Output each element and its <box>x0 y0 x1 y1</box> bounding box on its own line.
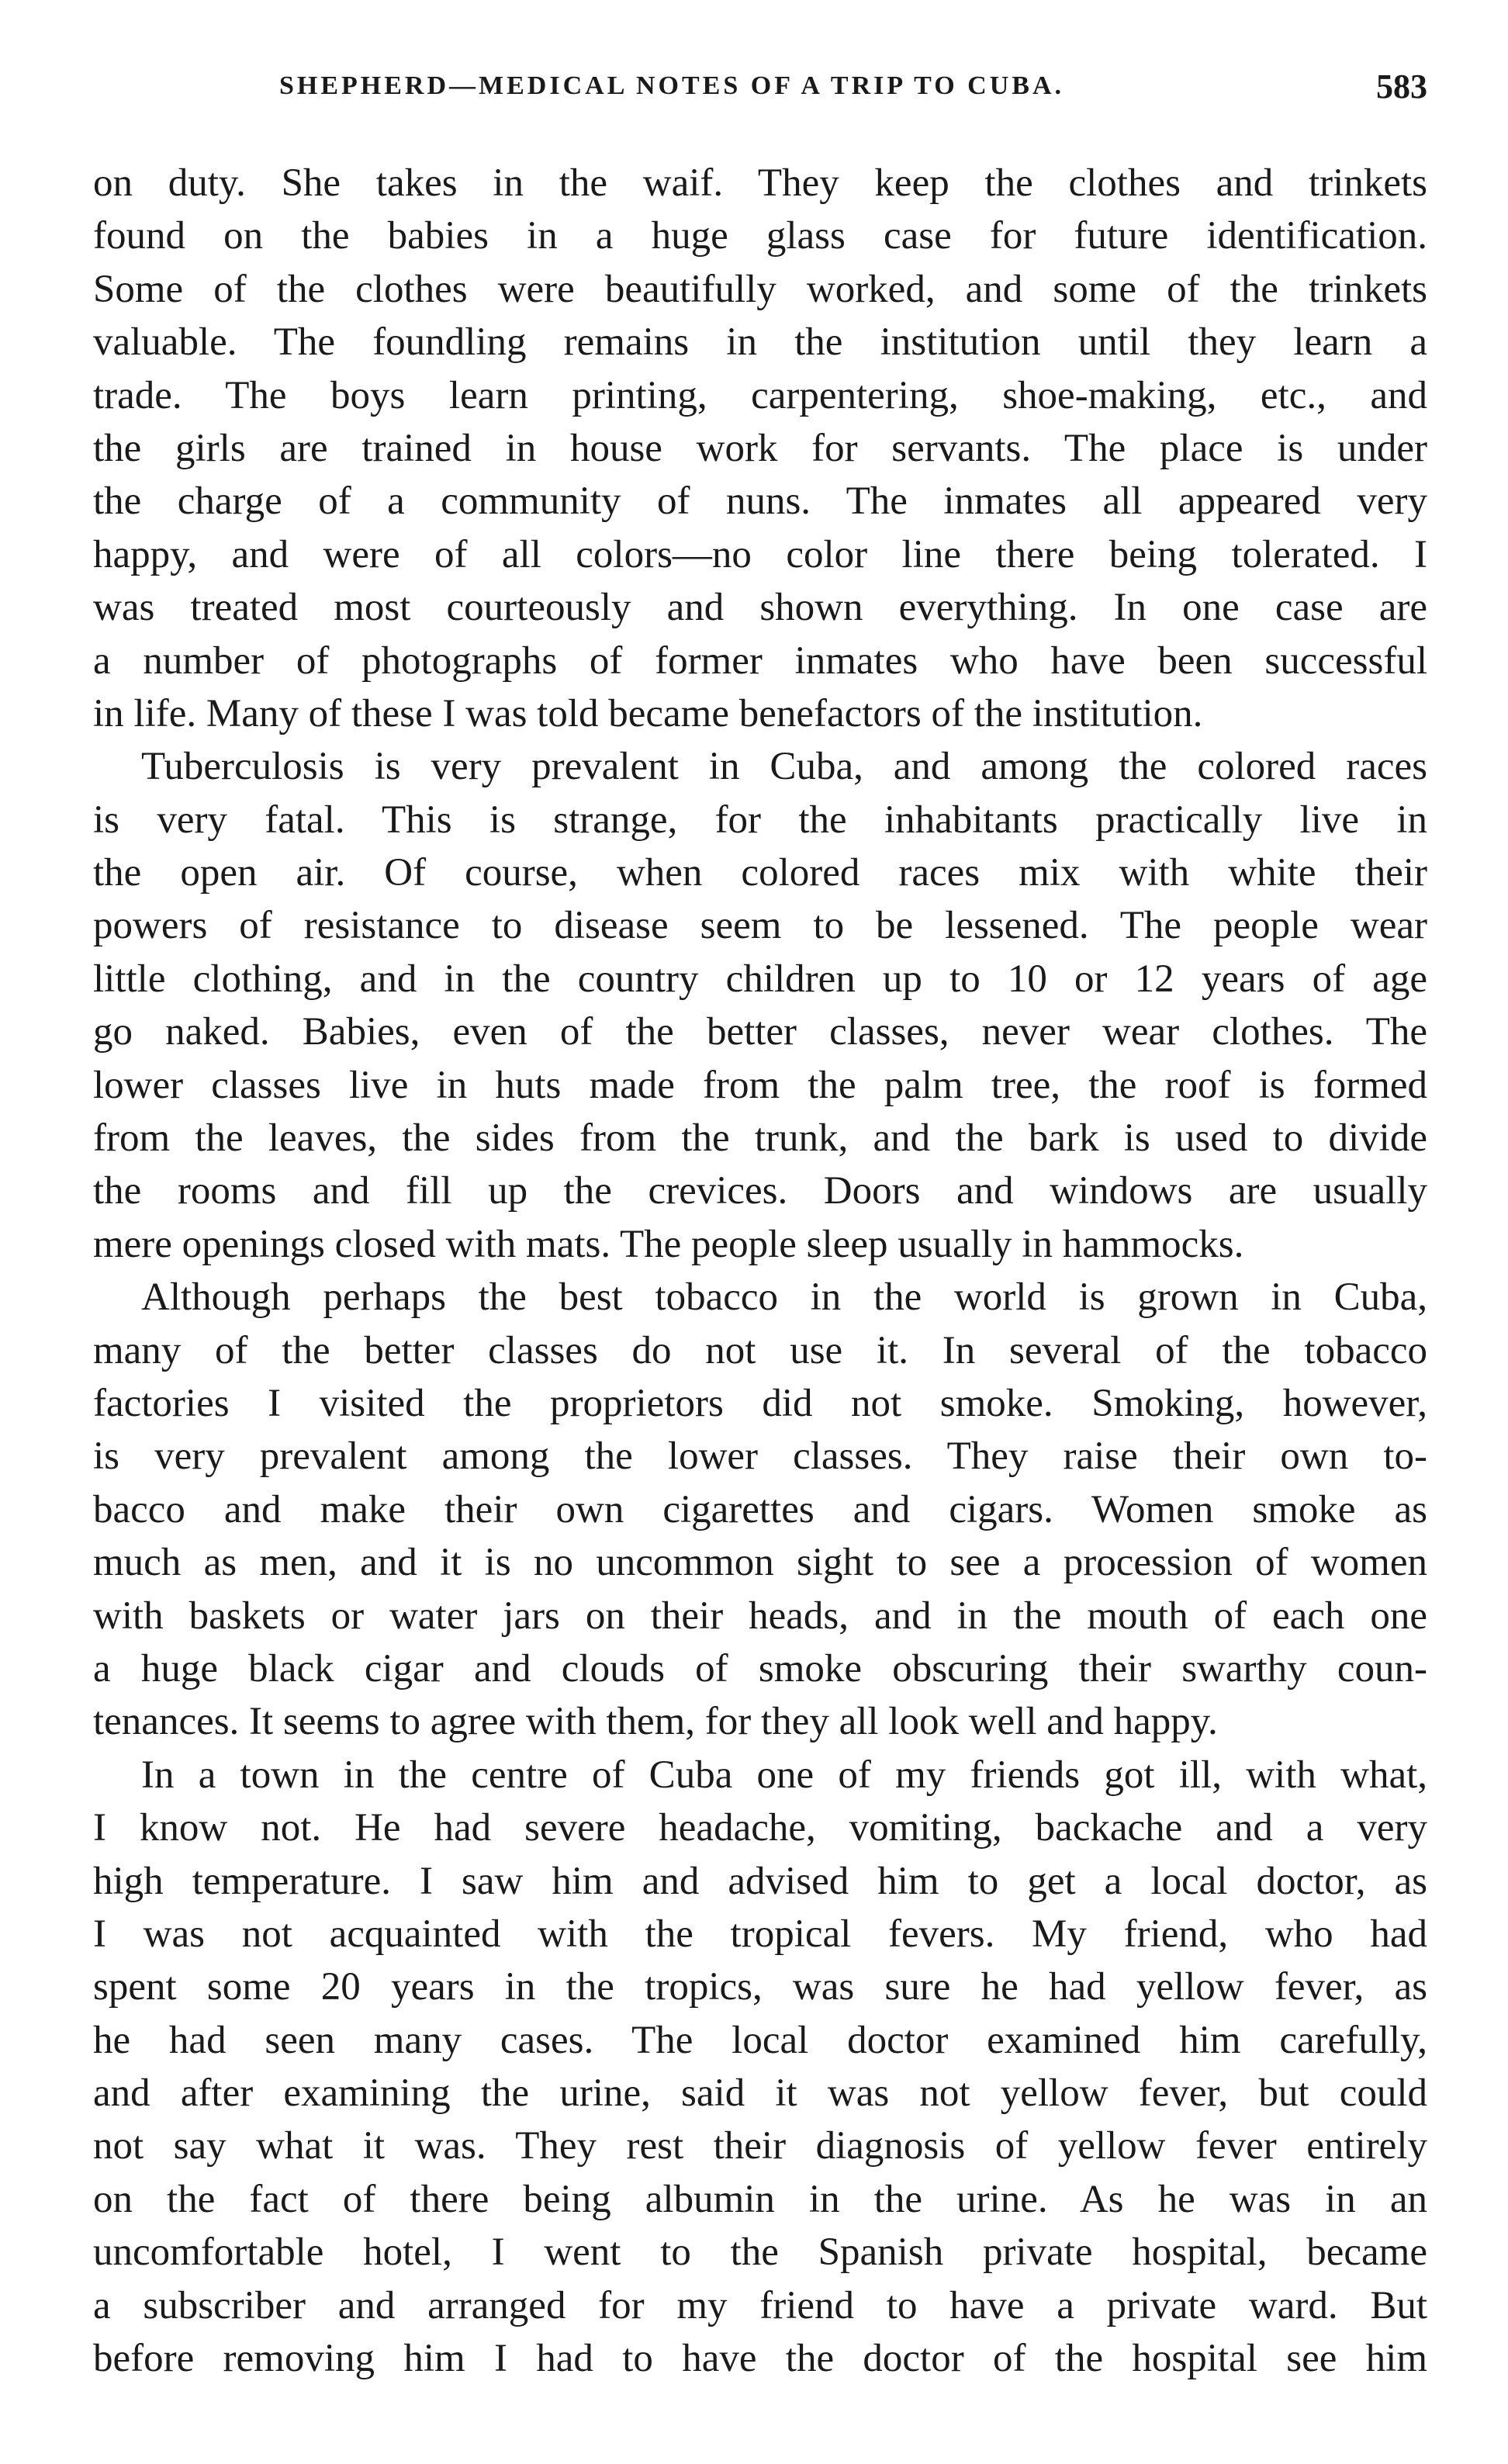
text-line: lower classes live in huts made from the palm tree, the roof is formed <box>93 1063 1427 1107</box>
text-line: uncomfortable hotel, I went to the Spanish private hospital, became <box>93 2230 1427 2275</box>
text-line: the charge of a community of nuns. The inmates all appeared very <box>93 479 1427 524</box>
text-line: with baskets or water jars on their heads, and in the mouth of each one <box>93 1594 1427 1638</box>
text-line: on duty. She takes in the waif. They keep the clothes and trinkets <box>93 161 1427 205</box>
text-line: found on the babies in a huge glass case for future identification. <box>93 214 1427 258</box>
text-line: little clothing, and in the country children up to 10 or 12 years of age <box>93 957 1427 1001</box>
text-line: much as men, and it is no uncommon sight to see a procession of women <box>93 1541 1427 1585</box>
text-line: I was not acquainted with the tropical fevers. My friend, who had <box>93 1912 1427 1956</box>
text-line: the open air. Of course, when colored races mix with white their <box>93 851 1427 895</box>
text-line: not say what it was. They rest their diagnosis of yellow fever entirely <box>93 2124 1427 2168</box>
text-line: I know not. He had severe headache, vomiting, backache and a very <box>93 1806 1427 1850</box>
text-line: from the leaves, the sides from the trunk, and the bark is used to divide <box>93 1116 1427 1161</box>
text-line: high temperature. I saw him and advised him to get a local doctor, as <box>93 1859 1427 1903</box>
text-line: trade. The boys learn printing, carpentering, shoe-making, etc., and <box>93 373 1427 417</box>
text-line: a huge black cigar and clouds of smoke obscuring their swarthy coun- <box>93 1646 1427 1691</box>
text-line: powers of resistance to disease seem to be lessened. The people wear <box>93 904 1427 948</box>
text-line: and after examining the urine, said it was not yellow fever, but could <box>93 2071 1427 2116</box>
running-title: SHEPHERD—MEDICAL NOTES OF A TRIP TO CUBA. <box>279 71 1064 100</box>
page-header <box>93 67 1427 126</box>
text-line: the rooms and fill up the crevices. Doors and windows are usually <box>93 1169 1427 1213</box>
paragraph-start-line: Tuberculosis is very prevalent in Cuba, and among the colored races <box>141 745 1427 789</box>
text-line: Some of the clothes were beautifully worked, and some of the trinkets <box>93 267 1427 311</box>
page-number: 583 <box>1376 67 1427 106</box>
text-line: valuable. The foundling remains in the institution until they learn a <box>93 320 1427 365</box>
text-line: happy, and were of all colors—no color line there being tolerated. I <box>93 532 1427 576</box>
text-line: before removing him I had to have the doctor of the hospital see him <box>93 2337 1427 2381</box>
paragraph-start-line: In a town in the centre of Cuba one of my friends got ill, with what, <box>141 1753 1427 1797</box>
text-line: the girls are trained in house work for servants. The place is under <box>93 426 1427 470</box>
paragraph-start-line: Although perhaps the best tobacco in the world is grown in Cuba, <box>141 1275 1427 1320</box>
text-line: on the fact of there being albumin in the urine. As he was in an <box>93 2177 1427 2221</box>
paragraph-end-line: tenances. It seems to agree with them, for they all look well and happy. <box>93 1700 1218 1744</box>
paragraph-end-line: mere openings closed with mats. The people sleep usually in hammocks. <box>93 1222 1244 1266</box>
text-line: is very prevalent among the lower classes. They raise their own to- <box>93 1434 1427 1479</box>
text-line: he had seen many cases. The local doctor examined him carefully, <box>93 2018 1427 2062</box>
text-line: spent some 20 years in the tropics, was sure he had yellow fever, as <box>93 1965 1427 2009</box>
text-line: was treated most courteously and shown everything. In one case are <box>93 586 1427 630</box>
text-line: a subscriber and arranged for my friend to have a private ward. But <box>93 2283 1427 2327</box>
text-line: many of the better classes do not use it. In several of the tobacco <box>93 1328 1427 1372</box>
paragraph-end-line: in life. Many of these I was told became benefactors of the institution. <box>93 691 1203 735</box>
text-line: a number of photographs of former inmates who have been successful <box>93 638 1427 683</box>
text-line: factories I visited the proprietors did not smoke. Smoking, however, <box>93 1381 1427 1425</box>
body-text <box>93 157 1427 2385</box>
text-line: bacco and make their own cigarettes and cigars. Women smoke as <box>93 1487 1427 1531</box>
text-line: go naked. Babies, even of the better classes, never wear clothes. The <box>93 1010 1427 1054</box>
text-line: is very fatal. This is strange, for the inhabitants practically live in <box>93 798 1427 842</box>
